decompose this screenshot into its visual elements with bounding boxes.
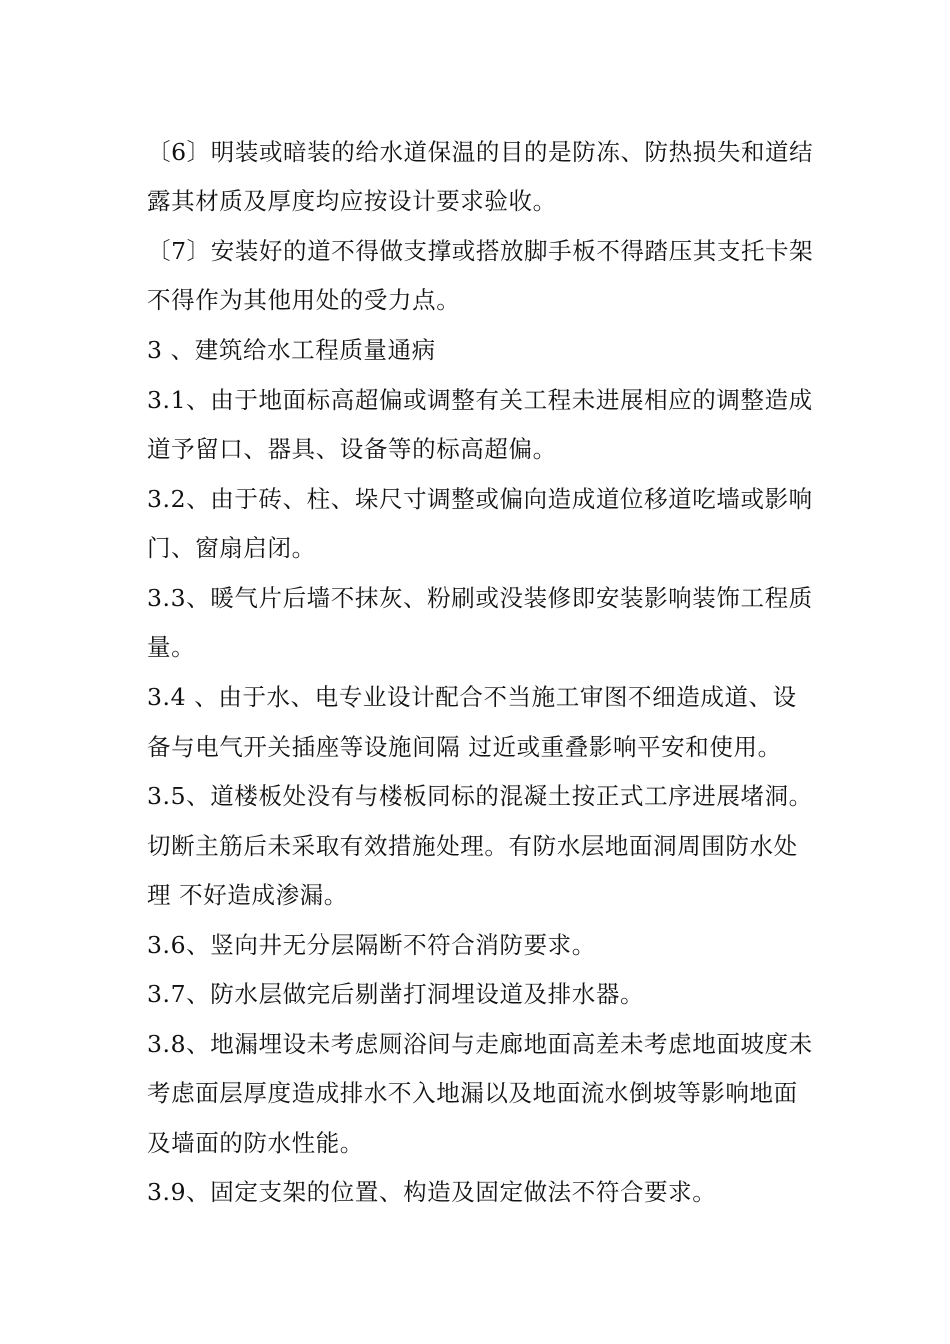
text-line: 切断主筋后未采取有效措施处理。有防水层地面洞周围防水处 <box>147 832 798 860</box>
text-line: 露其材质及厚度均应按设计要求验收。 <box>147 187 557 215</box>
text-line: 3.6、竖向井无分层隔断不符合消防要求。 <box>147 931 596 959</box>
text-line: 3.5、道楼板处没有与楼板同标的混凝土按正式工序进展堵洞。 <box>147 782 813 810</box>
text-line: 3.4 、由于水、电专业设计配合不当施工审图不细造成道、设 <box>147 683 797 711</box>
text-line: 3.1、由于地面标高超偏或调整有关工程未进展相应的调整造成 <box>147 386 813 414</box>
text-line: 3.7、防水层做完后剔凿打洞埋设道及排水器。 <box>147 980 645 1008</box>
text-line: 及墙面的防水性能。 <box>147 1129 364 1157</box>
text-line: 3.2、由于砖、柱、垛尺寸调整或偏向造成道位移道吃墙或影响 <box>147 485 813 513</box>
text-line: 门、窗扇启闭。 <box>147 534 316 562</box>
text-line: 3.3、暖气片后墙不抹灰、粉刷或没装修即安装影响装饰工程质 <box>147 584 813 612</box>
text-line: 备与电气开关插座等设施间隔 过近或重叠影响平安和使用。 <box>147 733 782 761</box>
text-line: 3.9、固定支架的位置、构造及固定做法不符合要求。 <box>147 1178 717 1206</box>
text-line: 不得作为其他用处的受力点。 <box>147 286 461 314</box>
text-line: 理 不好造成渗漏。 <box>147 881 348 909</box>
section-heading: 3 、建筑给水工程质量通病 <box>147 336 436 364</box>
text-line: 道予留口、器具、设备等的标高超偏。 <box>147 435 557 463</box>
text-line: 〔6〕明装或暗装的给水道保温的目的是防冻、防热损失和道结 <box>147 138 814 166</box>
text-line: 量。 <box>147 633 196 661</box>
text-line: 3.8、地漏埋设未考虑厕浴间与走廊地面高差未考虑地面坡度未 <box>147 1030 813 1058</box>
text-line: 〔7〕安装好的道不得做支撑或搭放脚手板不得踏压其支托卡架 <box>147 237 814 265</box>
text-line: 考虑面层厚度造成排水不入地漏以及地面流水倒坡等影响地面 <box>147 1079 798 1107</box>
